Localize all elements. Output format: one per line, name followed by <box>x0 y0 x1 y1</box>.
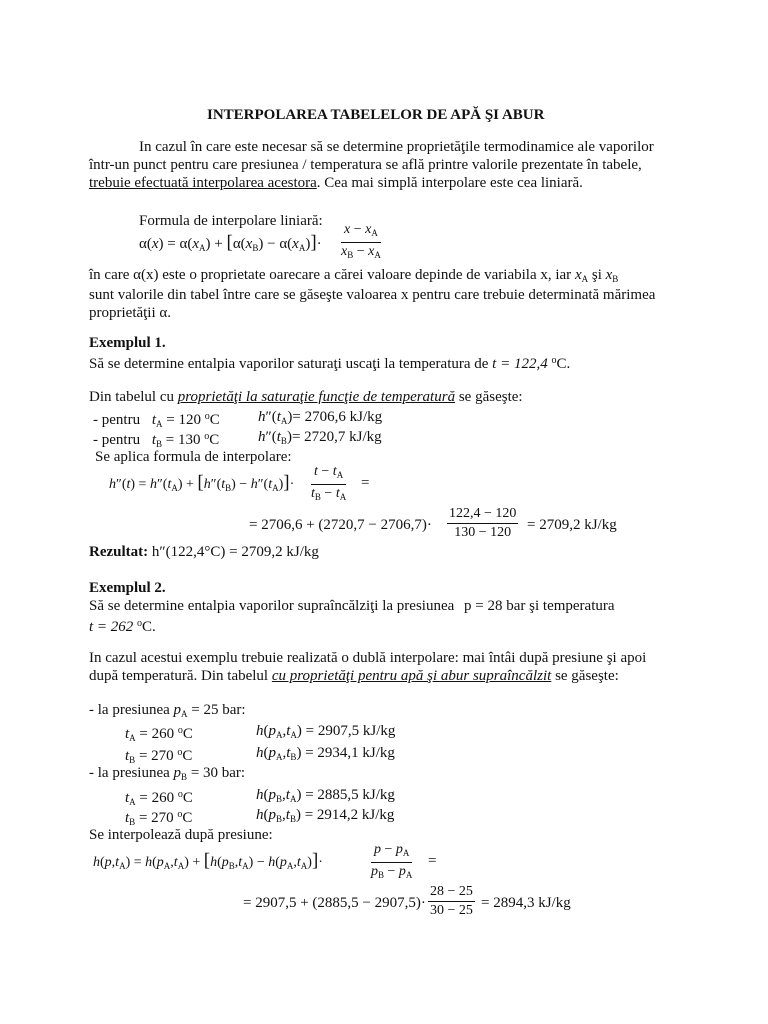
ex2-pa-val: = 25 bar: <box>191 702 246 718</box>
ex1-formula-fraction: $\frac{t - t_A}{t_B - t_A}$ <box>311 464 347 502</box>
ex1-row-2-h: $h''(t_B)= 2720,7$ kJ/kg <box>258 429 382 446</box>
ex1-result-label: Rezultat: <box>89 544 149 560</box>
ex2-formula: $h(p,t_A) = h(p_A,t_A) + [h(p_B,t_A) - h(p_A,t_A)]\cdot$ <box>93 850 323 871</box>
ex1-calc-fraction <box>447 506 518 541</box>
intro-underlined: trebuie efectuată interpolarea acestora <box>89 175 317 191</box>
ex2-pb-r1-h: = 2885,5 kJ/kg <box>305 787 395 803</box>
ex1-row2-t: = 130 <box>165 432 201 448</box>
ex1-result-value: h″(122,4°C) = 2709,2 kJ/kg <box>151 544 319 560</box>
ex2-t-val: t = 262 <box>89 619 134 635</box>
formula-fraction: $\frac{x - x_A}{x_B - x_A}$ <box>341 222 381 260</box>
ex2-statement-1 <box>89 597 615 615</box>
ex1-statement-text: Să se determine entalpia vaporilor saturaţi uscaţi la temperatura de <box>89 356 489 372</box>
ex2-formula-fraction: $\frac{p - p_A}{p_B - p_A}$ <box>371 842 413 880</box>
ex2-pa-row2-h: $h(p_A,t_B) = 2934,1$ kJ/kg <box>256 745 395 762</box>
ex2-pa-row1-h: $h(p_A,t_A) = 2907,5$ kJ/kg <box>256 723 396 740</box>
ex2-statement-2: t = 262 $^o$C. <box>89 618 156 635</box>
ex1-title: Exemplul 1. <box>89 335 166 351</box>
ex2-pa-r1-h: = 2907,5 kJ/kg <box>305 723 396 739</box>
ex1-statement: Să se determine entalpia vaporilor saturaţi uscaţi la temperatura de t = 122,4 $^o$C. <box>89 355 571 372</box>
ex1-unit: C. <box>556 356 571 372</box>
ex1-formula-eq: = <box>361 475 370 491</box>
ex2-pa-row2: $t_B = 270$ $^o$C <box>125 747 193 765</box>
explain-l1d: şi <box>591 267 602 283</box>
explain-line-1: în care α(x) este o proprietate oarecare a cărei valoare depinde de variabila x, iar $x_A$ şi $x_B$ <box>89 267 619 284</box>
explain-l1c: este o proprietate oarecare a cărei valoare depinde de variabila x, iar <box>162 267 572 283</box>
ex2-st1: Să se determine entalpia vaporilor supraîncălziţi la presiunea <box>89 598 455 614</box>
ex2-pb-label: - la presiunea $p_B = 30$ bar: <box>89 765 246 782</box>
formula-label: Formula de interpolare liniară: <box>139 213 323 229</box>
ex2-pb-val: = 30 bar: <box>190 765 246 781</box>
intro-line-2: într-un punct pentru care presiunea / temperatura se află printre valorile prezentate în tabele, <box>89 157 642 173</box>
ex2-calc: = 2907,5 + (2885,5 − 2907,5)· <box>243 895 426 911</box>
ex1-row1-h: = 2706,6 kJ/kg <box>292 409 383 425</box>
ex2-pa-r2-h: = 2934,1 kJ/kg <box>305 745 395 761</box>
ex1-apply: Se aplica formula de interpolare: <box>95 449 292 465</box>
ex1-row-1-h: $h''(t_A)= 2706,6$ kJ/kg <box>258 409 383 426</box>
ex2-p2a: după temperatură. Din tabelul <box>89 668 269 684</box>
ex1-formula: $h''(t) = h''(t_A) + [h''(t_B) - h''(t_A)]\cdot$ <box>109 472 295 493</box>
ex2-calc-fraction <box>428 884 475 919</box>
ex1-din-a: Din tabelul cu <box>89 389 174 405</box>
formula-expression: $\alpha(x) = \alpha(x_A) + [\alpha(x_B) - \alpha(x_A)]\cdot$ <box>139 232 322 253</box>
ex1-t-value: t = 122,4 <box>492 356 548 372</box>
ex2-pb-row2-h: $h(p_B,t_B) = 2914,2$ kJ/kg <box>256 807 395 824</box>
ex2-formula-eq: = <box>428 853 437 869</box>
page-title: INTERPOLAREA TABELELOR DE APĂ ŞI ABUR <box>207 107 545 123</box>
ex2-pb-row2: $t_B = 270$ $^o$C <box>125 809 193 827</box>
ex2-p-val: p = 28 bar şi temperatura <box>464 598 615 614</box>
ex2-pa-label-text: - la presiunea <box>89 702 170 718</box>
ex1-calc-result: = 2709,2 kJ/kg <box>527 517 617 533</box>
ex2-pb-r2-t: = 270 <box>138 810 174 826</box>
ex1-calc: = 2706,6 + (2720,7 − 2706,7)· <box>249 517 432 533</box>
ex1-row1-label: - pentru <box>93 412 141 428</box>
ex1-row-2: - pentru $t_B = 130$ $^o$C <box>93 431 220 449</box>
ex2-pb-label-text: - la presiunea <box>89 765 170 781</box>
ex2-calc-den: 30 − 25 <box>430 903 473 918</box>
ex2-para-1: In cazul acestui exemplu trebuie realizată o dublă interpolare: mai întâi după presiune şi apoi <box>89 650 647 666</box>
ex1-din-b: se găseşte: <box>458 389 523 405</box>
ex2-pa-label: - la presiunea $p_A = 25$ bar: <box>89 702 246 719</box>
ex2-pb-r1-t: = 260 <box>139 790 175 806</box>
ex2-interp-label: Se interpolează după presiune: <box>89 827 273 843</box>
ex2-pa-row1: $t_A = 260$ $^o$C <box>125 725 193 743</box>
ex2-calc-num: 28 − 25 <box>428 884 475 902</box>
ex2-para-2 <box>89 667 619 685</box>
ex2-unit: C. <box>142 619 156 635</box>
ex2-pb-r2-h: = 2914,2 kJ/kg <box>304 807 395 823</box>
ex1-din-tabel <box>89 388 523 406</box>
ex1-result <box>89 543 319 561</box>
explain-line-2: sunt valorile din tabel între care se găseşte valoarea x pentru care trebuie determinată mărimea <box>89 287 656 303</box>
ex2-pb-row1-h: $h(p_B,t_A) = 2885,5$ kJ/kg <box>256 787 395 804</box>
ex2-pa-r2-t: = 270 <box>138 748 174 764</box>
ex1-row2-h: = 2720,7 kJ/kg <box>291 429 382 445</box>
intro-rest: . Cea mai simplă interpolare este cea liniară. <box>316 175 583 191</box>
ex2-title: Exemplul 2. <box>89 580 166 596</box>
ex1-row-1: - pentru $t_A = 120$ $^o$C <box>93 411 220 429</box>
intro-line-1: In cazul în care este necesar să se determine proprietăţile termodinamice ale vaporilor <box>139 139 654 155</box>
ex2-pa-r1-t: = 260 <box>139 726 175 742</box>
ex2-pb-row1: $t_A = 260$ $^o$C <box>125 789 193 807</box>
ex1-table-link: proprietăţi la saturaţie funcţie de temperatură <box>177 389 456 405</box>
ex2-calc-result: = 2894,3 kJ/kg <box>481 895 571 911</box>
ex1-row1-t: = 120 <box>166 412 201 428</box>
ex1-calc-num: 122,4 − 120 <box>447 506 518 524</box>
ex2-p2b: se găseşte: <box>555 668 619 684</box>
explain-line-3: proprietăţii α. <box>89 305 172 321</box>
explain-l1b: α(x) <box>133 267 159 283</box>
explain-l1a: în care <box>89 267 130 283</box>
ex1-row2-label: - pentru <box>93 432 141 448</box>
ex2-table-link: cu proprietăţi pentru apă şi abur supraîncălzit <box>271 668 552 684</box>
ex1-calc-den: 130 − 120 <box>454 525 512 540</box>
intro-line-3 <box>89 174 583 192</box>
